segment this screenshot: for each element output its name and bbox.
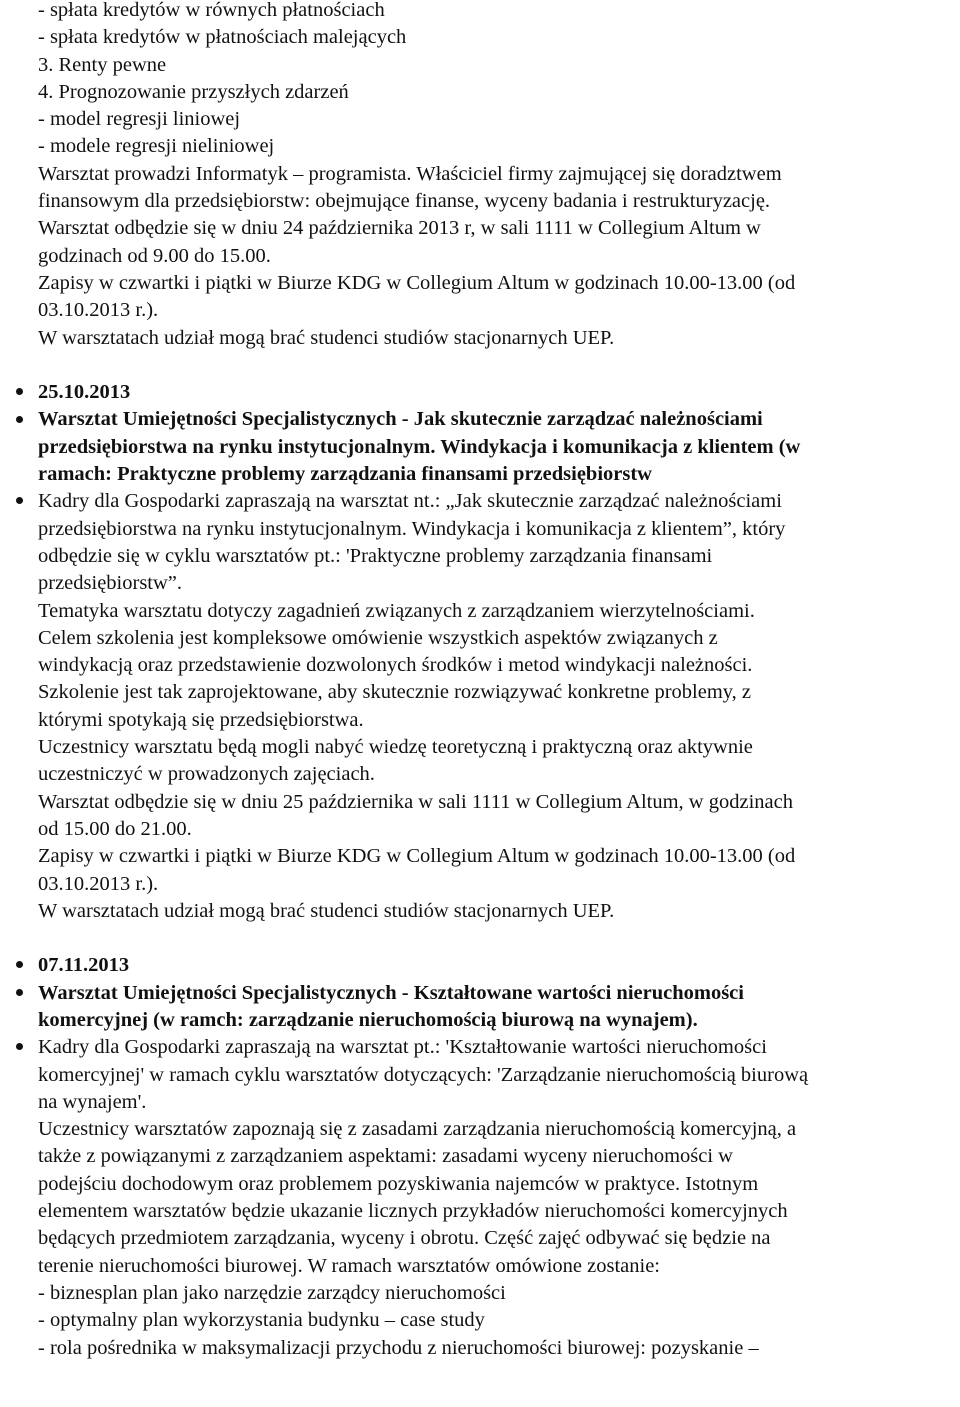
bullet-item-description [0, 488, 960, 925]
bullet-icon [0, 1034, 38, 1061]
section-intro [0, 0, 960, 352]
section-workshop-0711 [0, 952, 960, 1361]
text-line: Warsztat odbędzie się w dniu 24 października 2013 r, w sali 1111 w Collegium Altum w [38, 217, 761, 240]
text-line: 03.10.2013 r.). [38, 872, 159, 895]
workshop-date: 07.11.2013 [38, 954, 130, 977]
text-line: Uczestnicy warsztatu będą mogli nabyć wiedzę teoretyczną i praktyczną oraz aktywnie [38, 736, 753, 759]
text-line: W warsztatach udział mogą brać studenci studiów stacjonarnych UEP. [38, 326, 615, 349]
spacer [0, 352, 960, 379]
bullet-item-date [0, 379, 960, 406]
bullet-icon [0, 488, 38, 515]
text-line: od 15.00 do 21.00. [38, 817, 192, 840]
workshop-date: 25.10.2013 [38, 381, 131, 404]
text-line: przedsiębiorstwa na rynku instytucjonalnym. Windykacja i komunikacja z klientem”, który [38, 517, 786, 540]
workshop-title-line: przedsiębiorstwa na rynku instytucjonalnym. Windykacja i komunikacja z klientem (w [38, 435, 801, 458]
bullet-icon [0, 952, 38, 979]
text-line: Zapisy w czwartki i piątki w Biurze KDG w Collegium Altum w godzinach 10.00-13.00 (od [38, 271, 796, 294]
text-line: finansowym dla przedsiębiorstw: obejmujące finanse, wyceny badania i restrukturyzację. [38, 190, 771, 213]
text-line: - spłata kredytów w płatnościach malejących [38, 26, 407, 49]
text-line: Kadry dla Gospodarki zapraszają na warsztat pt.: 'Kształtowanie wartości nieruchomości [38, 1036, 767, 1059]
bullet-icon [0, 980, 38, 1007]
workshop-title-line: Warsztat Umiejętności Specjalistycznych - Jak skutecznie zarządzać należnościami [38, 408, 763, 431]
text-line: 3. Renty pewne [38, 53, 167, 76]
text-line: na wynajem'. [38, 1090, 147, 1113]
text-line: Celem szkolenia jest kompleksowe omówienie wszystkich aspektów związanych z [38, 626, 718, 649]
text-line: uczestniczyć w prowadzonych zajęciach. [38, 763, 375, 786]
text-line: Tematyka warsztatu dotyczy zagadnień związanych z zarządzaniem wierzytelnościami. [38, 599, 755, 622]
text-line: - model regresji liniowej [38, 108, 241, 131]
text-line: Kadry dla Gospodarki zapraszają na warsztat nt.: „Jak skutecznie zarządzać należnościami [38, 490, 782, 513]
text-line: - biznesplan plan jako narzędzie zarządcy nieruchomości [38, 1281, 506, 1304]
bullet-item-title [0, 406, 960, 488]
text-line: terenie nieruchomości biurowej. W ramach warsztatów omówione zostanie: [38, 1254, 661, 1277]
text-line: elementem warsztatów będzie ukazanie licznych przykładów nieruchomości komercyjnych [38, 1200, 788, 1223]
text-line: - spłata kredytów w równych płatnościach [38, 0, 385, 21]
text-line: 4. Prognozowanie przyszłych zdarzeń [38, 80, 349, 103]
text-line: - optymalny plan wykorzystania budynku – case study [38, 1309, 485, 1332]
text-line: godzinach od 9.00 do 15.00. [38, 244, 271, 267]
bullet-item-title [0, 980, 960, 1035]
text-line: komercyjnej' w ramach cyklu warsztatów dotyczących: 'Zarządzanie nieruchomością biurową [38, 1063, 809, 1086]
text-line: podejściu dochodowym oraz problemem pozyskiwania najemców w praktyce. Istotnym [38, 1172, 759, 1195]
text-line: odbędzie się w cyklu warsztatów pt.: 'Praktyczne problemy zarządzania finansami [38, 544, 713, 567]
text-line: także z powiązanymi z zarządzaniem aspektami: zasadami wyceny nieruchomości w [38, 1145, 733, 1168]
text-line: Zapisy w czwartki i piątki w Biurze KDG w Collegium Altum w godzinach 10.00-13.00 (od [38, 845, 796, 868]
text-line: 03.10.2013 r.). [38, 299, 159, 322]
text-line: - modele regresji nieliniowej [38, 135, 275, 158]
spacer [0, 925, 960, 952]
text-line: Warsztat prowadzi Informatyk – programista. Właściciel firmy zajmującej się doradztwem [38, 162, 782, 185]
text-line: - rola pośrednika w maksymalizacji przychodu z nieruchomości biurowej: pozyskanie – [38, 1336, 759, 1359]
text-line: windykacją oraz przedstawienie dozwolonych środków i metod windykacji należności. [38, 654, 753, 677]
workshop-title-line: komercyjnej (w ramch: zarządzanie nieruchomością biurową na wynajem). [38, 1008, 698, 1031]
workshop-title-line: Warsztat Umiejętności Specjalistycznych - Kształtowane wartości nieruchomości [38, 981, 744, 1004]
text-line: przedsiębiorstw”. [38, 572, 183, 595]
text-line: będących przedmiotem zarządzania, wyceny i obrotu. Część zajęć odbywać się będzie na [38, 1227, 771, 1250]
workshop-title-line: ramach: Praktyczne problemy zarządzania finansami przedsiębiorstw [38, 463, 652, 486]
bullet-item-date [0, 952, 960, 979]
text-line: którymi spotykają się przedsiębiorstwa. [38, 708, 364, 731]
text-line: Szkolenie jest tak zaprojektowane, aby skutecznie rozwiązywać konkretne problemy, z [38, 681, 752, 704]
text-line: Uczestnicy warsztatów zapoznają się z zasadami zarządzania nieruchomością komercyjną, a [38, 1118, 797, 1141]
bullet-item-description [0, 1034, 960, 1362]
section-workshop-2510 [0, 379, 960, 925]
bullet-icon [0, 379, 38, 406]
bullet-icon [0, 406, 38, 433]
text-line: W warsztatach udział mogą brać studenci studiów stacjonarnych UEP. [38, 899, 615, 922]
text-line: Warsztat odbędzie się w dniu 25 października w sali 1111 w Collegium Altum, w godzinach [38, 790, 793, 813]
